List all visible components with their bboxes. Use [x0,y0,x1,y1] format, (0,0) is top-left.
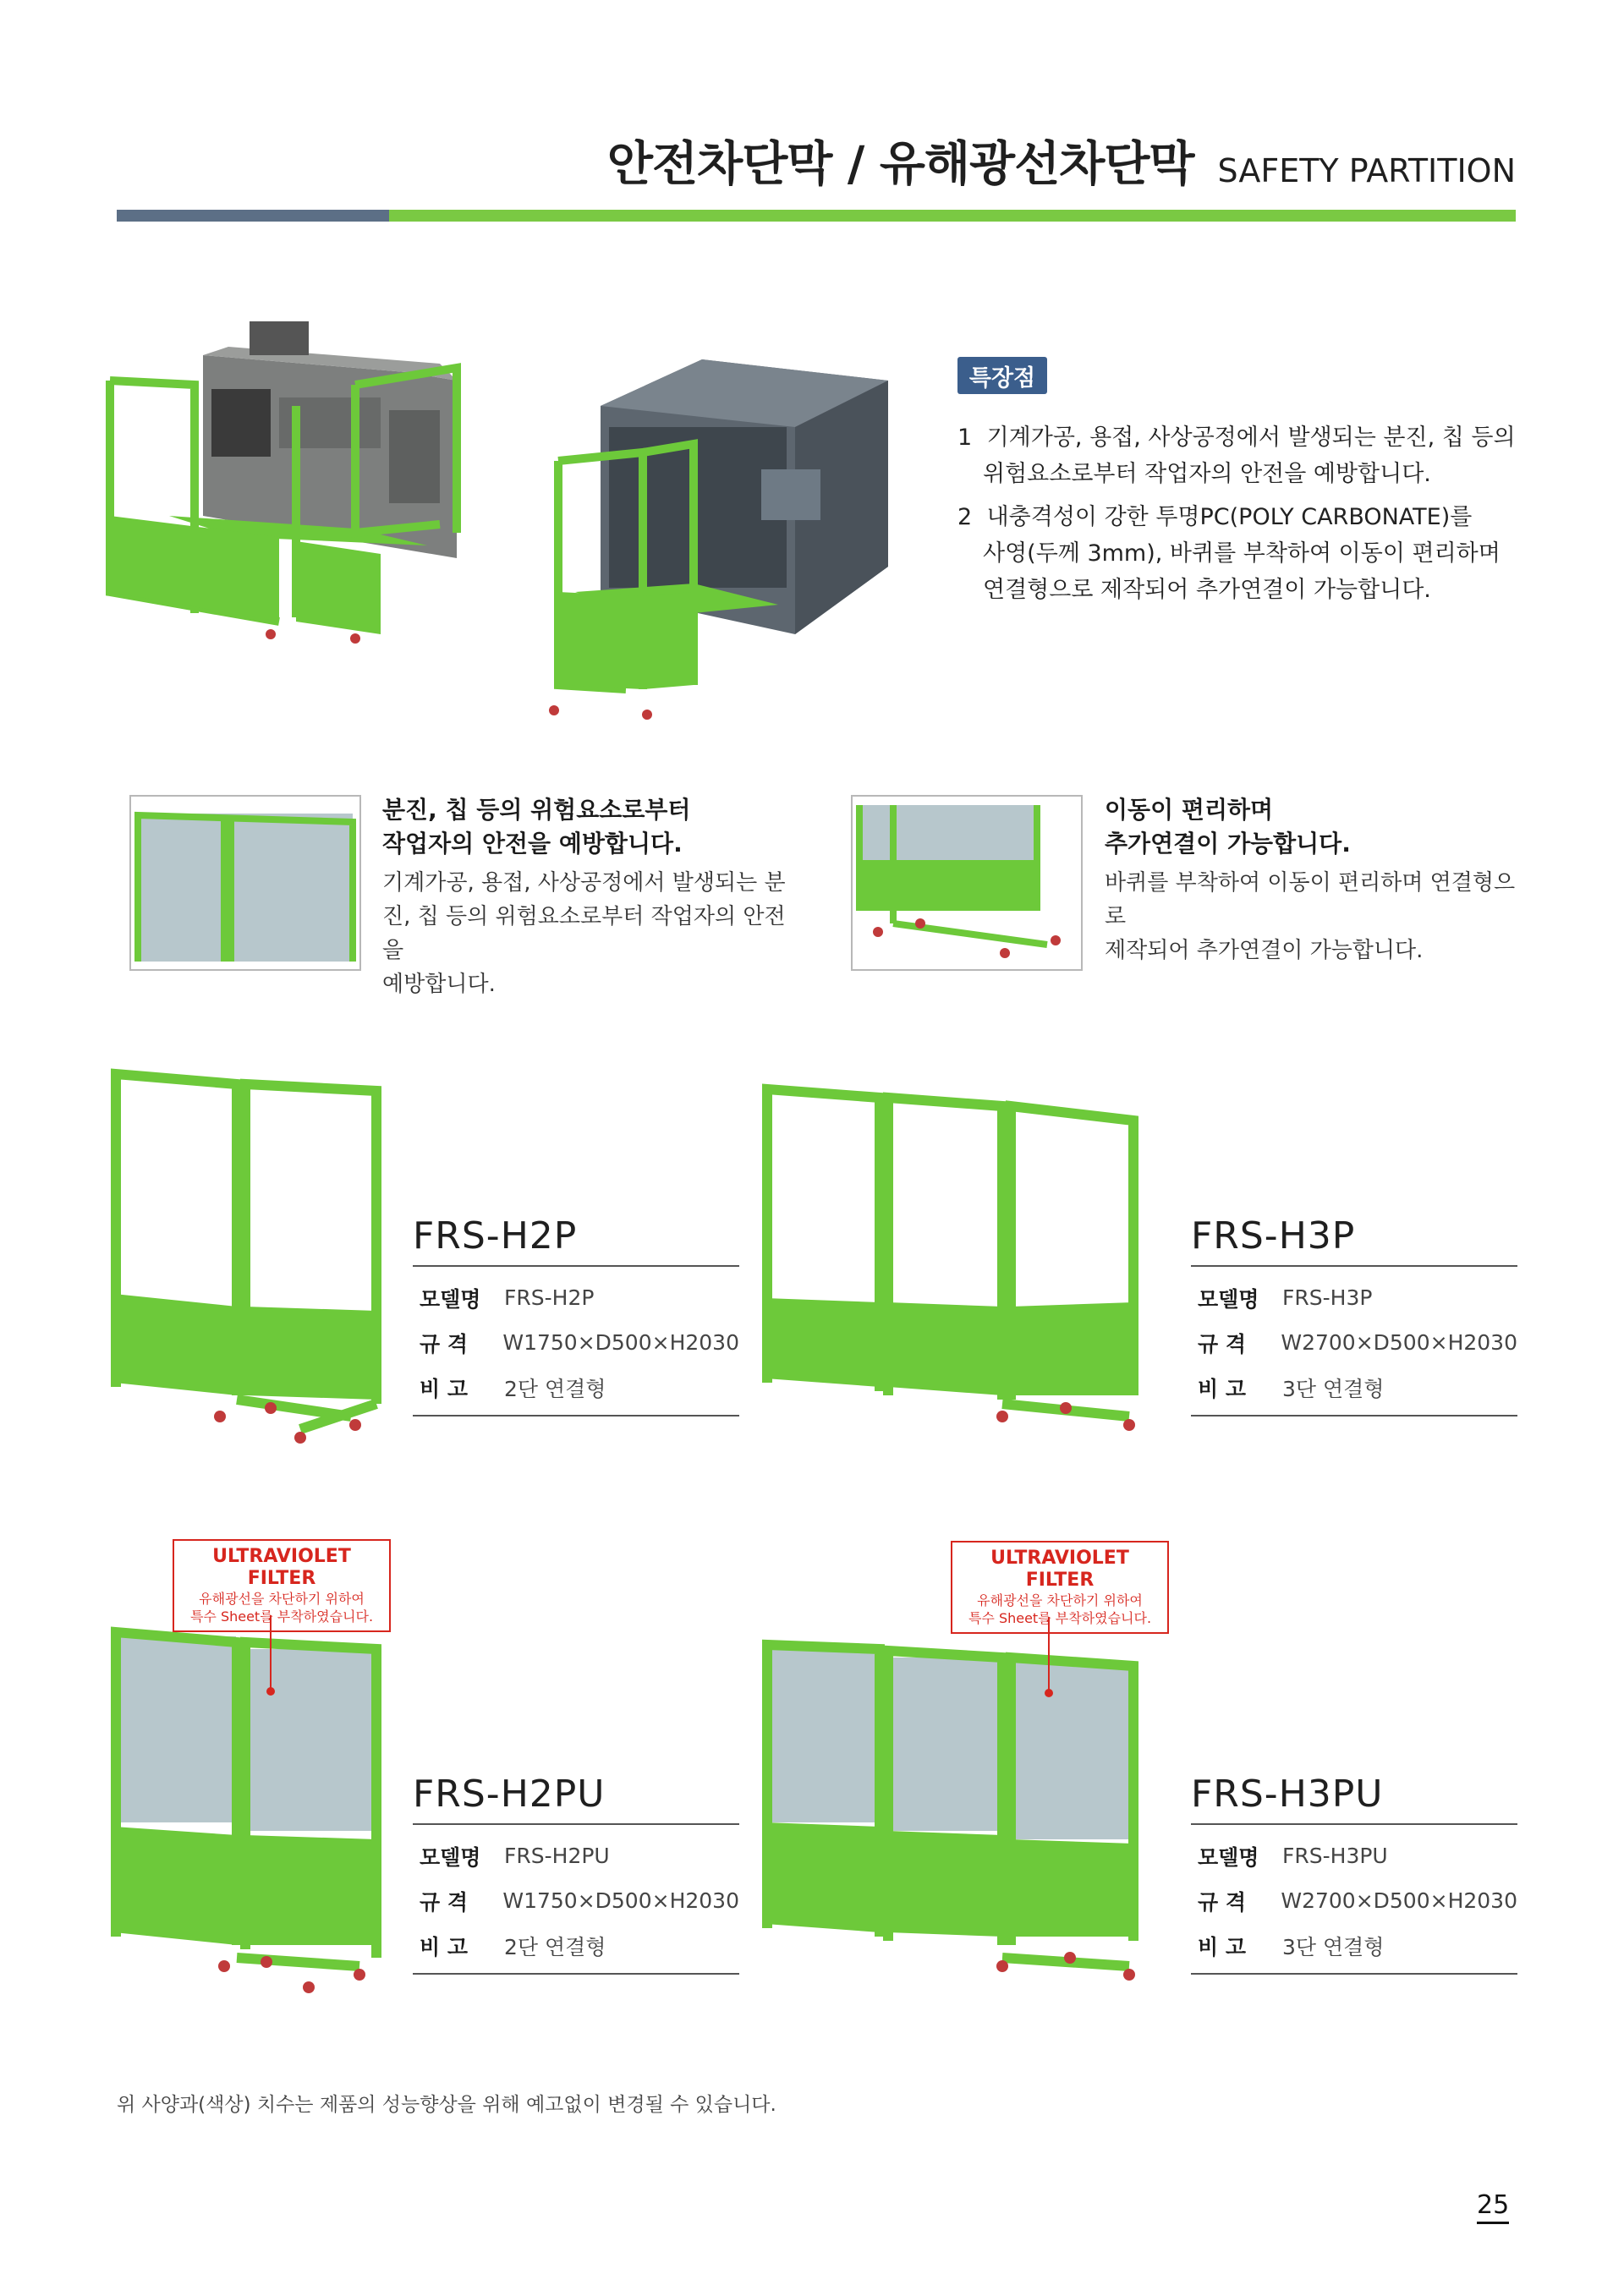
highlight-heading-line: 추가연결이 가능합니다. [1105,830,1351,858]
highlight-body-line: 제작되어 추가연결이 가능합니다. [1105,938,1424,963]
uv-callout-text: 유해광선을 차단하기 위하여 [199,1591,365,1607]
spec-row-model [1191,1833,1517,1878]
spec-value: FRS-H3PU [1282,1844,1388,1868]
highlight-body-line: 바퀴를 부착하여 이동이 편리하며 연결형으로 [1105,870,1516,929]
spec-label: 모델명 [1198,1844,1259,1870]
spec-row-note [413,1923,739,1968]
spec-row-size [1191,1878,1517,1923]
product-image-frs-h3pu [757,1632,1163,1996]
uv-callout-pointer-h2pu [262,1615,279,1700]
feature-item-1 [957,419,1516,492]
spec-label: 비 고 [1198,1934,1247,1959]
spec-table-frs-h3pu [1191,1823,1517,1975]
uv-callout-text: 특수 Sheet를 부착하였습니다. [968,1610,1152,1626]
spec-table-frs-h3p [1191,1265,1517,1417]
spec-label: 모델명 [420,1844,481,1870]
spec-row-size [413,1878,739,1923]
product-image-frs-h3p [757,1074,1163,1446]
highlight-body-2 [1105,866,1528,967]
highlight-heading-1 [382,793,690,861]
product-title-frs-h3pu: FRS-H3PU [1191,1773,1384,1816]
page-title-english: SAFETY PARTITION [1217,152,1516,189]
page-header [607,127,1516,195]
spec-label: 모델명 [1198,1286,1259,1312]
spec-row-note [1191,1365,1517,1410]
spec-label: 모델명 [420,1286,481,1312]
header-rule-grey [117,210,389,222]
highlight-body-line: 진, 칩 등의 위험요소로부터 작업자의 안전을 [382,904,786,963]
highlight-body-1 [382,866,805,1001]
spec-value: FRS-H2P [504,1285,595,1310]
spec-value: 2단 연결형 [504,1376,606,1401]
spec-value: W1750×D500×H2030 [502,1888,739,1913]
product-title-frs-h2p: FRS-H2P [413,1214,578,1258]
spec-row-model [413,1833,739,1878]
product-title-frs-h3p: FRS-H3P [1191,1214,1356,1258]
spec-label: 비 고 [420,1376,469,1401]
spec-row-model [1191,1275,1517,1320]
feature-text: 기계가공, 용접, 사상공정에서 발생되는 분진, 칩 등의 [986,425,1516,451]
highlight-body-line: 기계가공, 용접, 사상공정에서 발생되는 분 [382,870,786,896]
spec-label: 비 고 [1198,1376,1247,1401]
feature-text: 위험요소로부터 작업자의 안전을 예방합니다. [983,461,1431,487]
hero-machine-illustration [102,313,914,736]
highlight-heading-line: 분진, 칩 등의 위험요소로부터 [382,796,691,824]
page-number: 25 [1477,2190,1509,2224]
feature-text: 연결형으로 제작되어 추가연결이 가능합니다. [983,577,1431,603]
spec-value: 2단 연결형 [504,1934,606,1959]
spec-label: 비 고 [420,1934,469,1959]
product-image-frs-h2pu [106,1624,410,1996]
spec-label: 규 격 [420,1889,469,1915]
spec-value: W1750×D500×H2030 [502,1330,739,1355]
spec-label: 규 격 [1198,1889,1247,1915]
feature-num: 2 [957,504,973,530]
spec-row-model [413,1275,739,1320]
uv-filter-callout-h3pu [951,1541,1169,1634]
footnote: 위 사양과(색상) 치수는 제품의 성능향상을 위해 예고없이 변경될 수 있습니다. [117,2094,776,2116]
highlight-image-1 [129,795,361,971]
spec-value: W2700×D500×H2030 [1281,1330,1517,1355]
uv-callout-title: ULTRAVIOLET FILTER [990,1548,1129,1591]
feature-text: 내충격성이 강한 투명PC(POLY CARBONATE)를 [986,504,1473,530]
spec-value: 3단 연결형 [1282,1934,1385,1959]
spec-row-note [1191,1923,1517,1968]
uv-filter-callout-h2pu [173,1539,391,1632]
spec-value: FRS-H2PU [504,1844,610,1868]
spec-table-frs-h2p [413,1265,739,1417]
highlight-heading-line: 이동이 편리하며 [1105,796,1274,824]
spec-value: 3단 연결형 [1282,1376,1385,1401]
feature-num: 1 [957,425,973,451]
spec-row-size [1191,1320,1517,1365]
product-title-frs-h2pu: FRS-H2PU [413,1773,606,1816]
highlight-heading-2 [1105,793,1351,861]
spec-row-note [413,1365,739,1410]
uv-callout-pointer-h3pu [1040,1617,1057,1701]
spec-value: W2700×D500×H2030 [1281,1888,1517,1913]
uv-callout-title: ULTRAVIOLET FILTER [212,1546,351,1589]
uv-callout-text: 유해광선을 차단하기 위하여 [977,1592,1143,1608]
spec-table-frs-h2pu [413,1823,739,1975]
header-rule-green [389,210,1516,222]
spec-label: 규 격 [1198,1331,1247,1356]
page-title: 안전차단막 / 유해광선차단막 [606,137,1194,192]
spec-row-size [413,1320,739,1365]
uv-callout-text: 특수 Sheet를 부착하였습니다. [189,1608,374,1625]
spec-value: FRS-H3P [1282,1285,1373,1310]
feature-item-2 [957,499,1516,608]
spec-label: 규 격 [420,1331,469,1356]
features-badge: 특장점 [957,357,1047,394]
highlight-heading-line: 작업자의 안전을 예방합니다. [382,830,683,858]
product-image-frs-h2p [106,1066,410,1446]
highlight-image-2 [851,795,1083,971]
highlight-body-line: 예방합니다. [382,972,496,997]
feature-text: 사영(두께 3mm), 바퀴를 부착하여 이동이 편리하며 [983,540,1501,567]
